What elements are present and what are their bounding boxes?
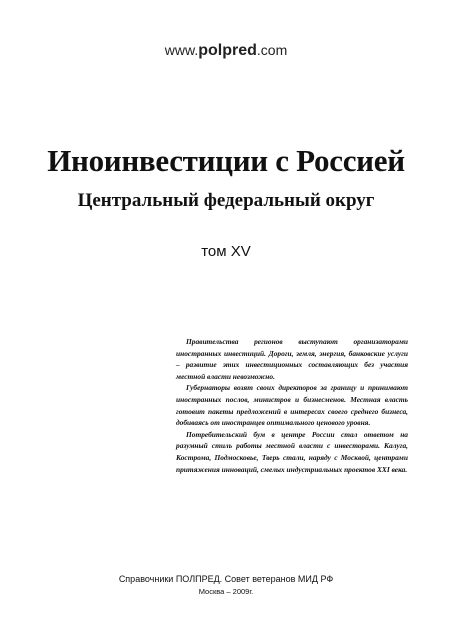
publisher-line: Справочники ПОЛПРЕД. Совет ветеранов МИД РФ — [118, 574, 334, 584]
book-subtitle: Центральный федеральный округ — [77, 190, 375, 211]
book-title: Иноинвестиции с Россией — [47, 143, 405, 178]
blurb-paragraph: Правительства регионов выступают организаторами иностранных инвестиций. Дороги, земля, энергия, банковские услуги – развитие этих инвестиционных составляющих без участия местной власти невозможно. — [176, 337, 408, 381]
blurb-paragraph: Потребительский бум в центре России стал ответом на разумный стиль работы местной власти с инвесторами. Калуга, Кострома, Подмосковье, Тверь стали, наряду с Москвой, центрами притяжения инноваций, смелых индустриальных проектов XXI века. — [176, 429, 408, 474]
url-prefix: www. — [164, 42, 199, 58]
city-year: Москва – 2009г. — [198, 587, 254, 596]
url-suffix: .com — [256, 42, 288, 58]
website-url[interactable] — [0, 42, 452, 60]
blurb — [176, 336, 408, 475]
blurb-paragraph: Губернаторы возят своих директоров за границу и принимают иностранных послов, министров и бизнесменов. Местная власть готовит пакеты предложений в интересах своего среднего бизнеса, добиваясь от иностранцев оптимального ценового уровня. — [176, 383, 408, 428]
url-brand: polpred — [198, 42, 257, 59]
volume-label: том XV — [201, 243, 251, 260]
